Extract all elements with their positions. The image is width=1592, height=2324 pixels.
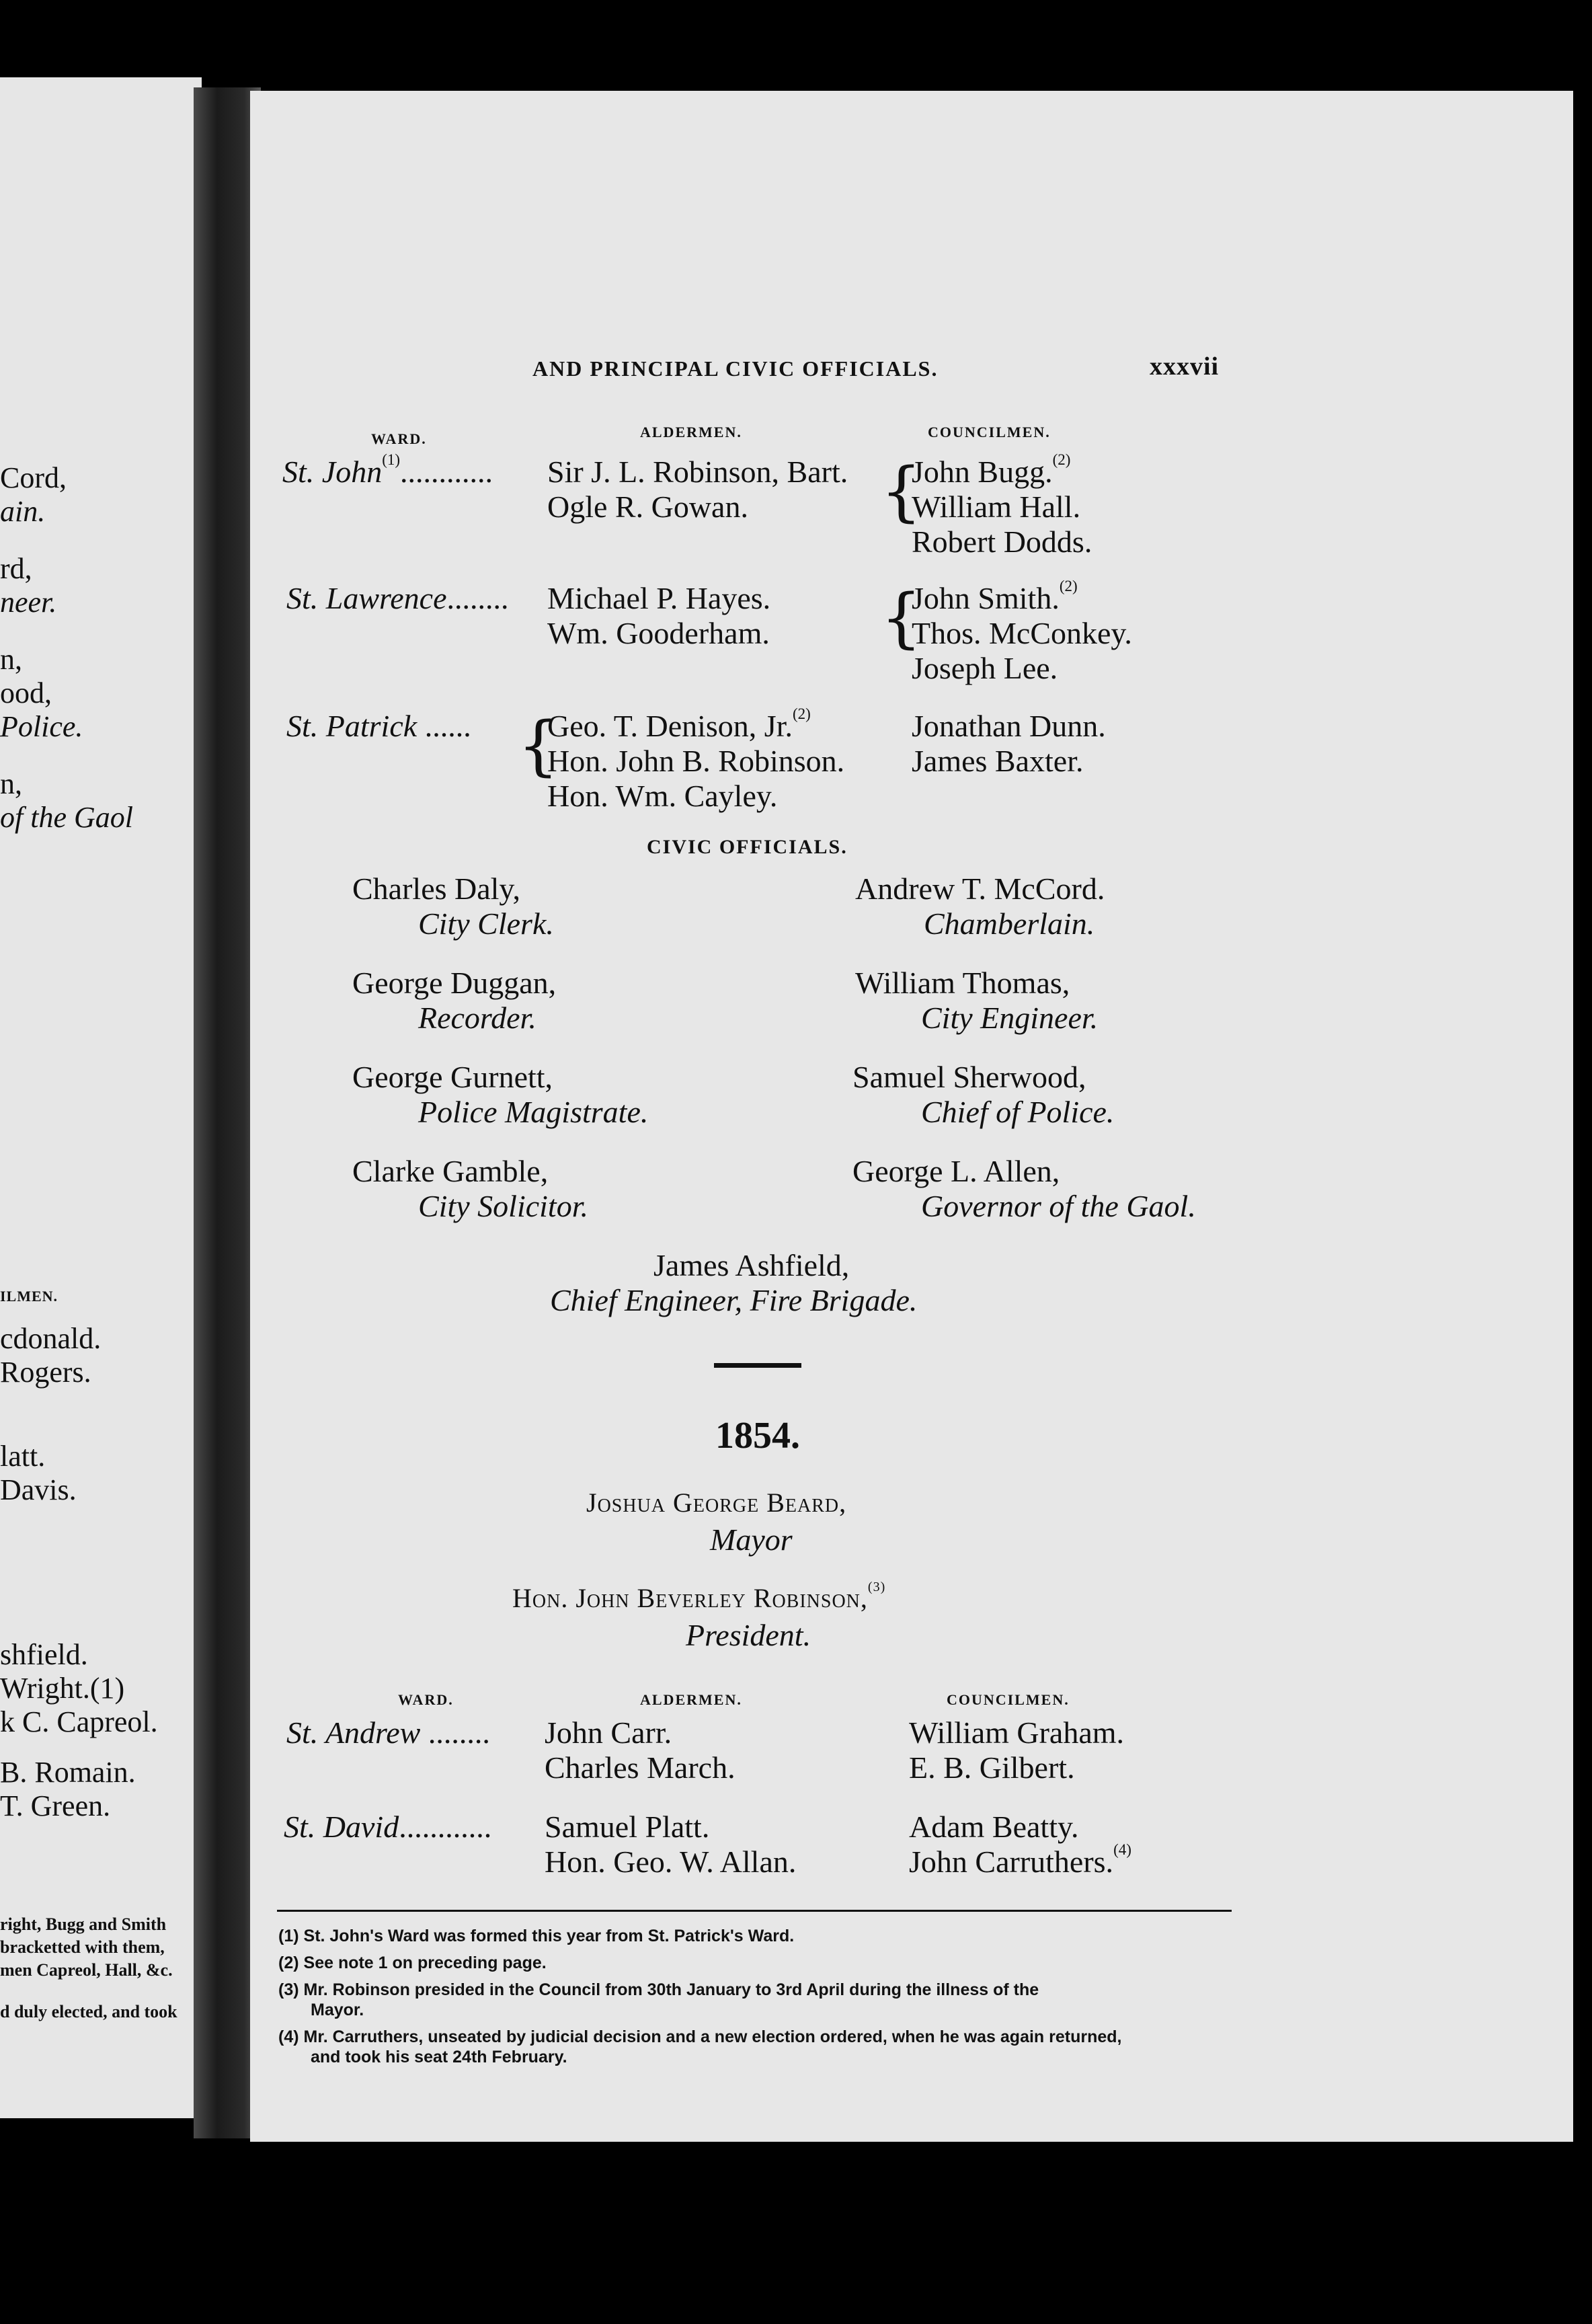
alderman-name: Geo. T. Denison, Jr. <box>547 709 793 743</box>
councilman: James Baxter. <box>912 744 1084 778</box>
brace-icon: { <box>518 708 559 783</box>
official-name: George Duggan, <box>352 966 557 1000</box>
councilman: Thos. McConkey. <box>912 616 1132 650</box>
column-heading-ward: WARD. <box>398 1691 454 1708</box>
left-page-line: cdonald. <box>0 1322 102 1355</box>
alderman: Ogle R. Gowan. <box>547 490 748 524</box>
official-name: William Thomas, <box>855 966 1070 1000</box>
footnote-mark: (3) <box>278 1980 299 1999</box>
ward-row <box>286 1715 490 1750</box>
footnote-continuation: and took his seat 24th February. <box>311 2048 567 2066</box>
left-page-line: k C. Capreol. <box>0 1705 158 1738</box>
ward-name: St. Lawrence <box>286 581 447 615</box>
alderman: Hon. Wm. Cayley. <box>547 779 778 813</box>
left-page-line: B. Romain. <box>0 1756 136 1789</box>
left-facing-page <box>0 77 202 2118</box>
leader-dots: ............ <box>400 455 493 489</box>
main-page <box>250 91 1573 2142</box>
official-title: Police Magistrate. <box>418 1095 649 1129</box>
footnote-mark: (1) <box>278 1927 299 1945</box>
left-page-line: Davis. <box>0 1473 77 1506</box>
left-page-line: d duly elected, and took <box>0 2002 177 2021</box>
left-page-line: neer. <box>0 586 57 619</box>
section-divider <box>714 1363 801 1368</box>
brace-icon: { <box>881 580 922 656</box>
year-heading: 1854. <box>715 1415 800 1457</box>
councilman: William Hall. <box>912 490 1081 524</box>
alderman: Hon. Geo. W. Allan. <box>545 1845 797 1879</box>
ward-row <box>282 451 493 490</box>
ward-name: St. Patrick <box>286 709 417 743</box>
footnote-ref: (1) <box>382 451 401 468</box>
leader-dots: ...... <box>424 709 471 743</box>
president-name-text: Hon. John Beverley Robinson, <box>512 1583 868 1613</box>
footnote <box>278 1927 794 1946</box>
footnote-ref: (3) <box>867 1580 886 1594</box>
councilman: Robert Dodds. <box>912 525 1092 559</box>
left-page-line: Police. <box>0 710 83 743</box>
president-name <box>512 1582 885 1614</box>
ward-name: St. Andrew <box>286 1715 421 1750</box>
alderman: Hon. John B. Robinson. <box>547 744 845 778</box>
left-page-line: ood, <box>0 676 52 709</box>
running-header: AND PRINCIPAL CIVIC OFFICIALS. <box>532 356 939 381</box>
alderman: Samuel Platt. <box>545 1810 710 1844</box>
official-title: Chief of Police. <box>921 1095 1115 1129</box>
left-page-line: men Capreol, Hall, &c. <box>0 1960 173 1980</box>
column-heading-ward: WARD. <box>371 430 427 447</box>
official-title: City Engineer. <box>921 1001 1099 1035</box>
footnote-ref: (2) <box>1052 451 1071 468</box>
footnote <box>278 1953 547 1973</box>
councilman: Adam Beatty. <box>909 1810 1079 1844</box>
footnote-ref: (2) <box>793 705 811 722</box>
councilman-name: John Carruthers. <box>909 1845 1114 1879</box>
footnote-mark: (2) <box>278 1953 299 1972</box>
official-title: Chamberlain. <box>924 906 1095 941</box>
official-title: Governor of the Gaol. <box>921 1189 1196 1223</box>
leader-dots: ........ <box>446 581 509 615</box>
president-title: President. <box>686 1618 811 1652</box>
brace-icon: { <box>881 454 922 529</box>
alderman: Charles March. <box>545 1750 735 1785</box>
footnote-continuation: Mayor. <box>311 2001 364 2019</box>
ward-name: St. John <box>282 455 383 489</box>
footnote-text: Mr. Robinson presided in the Council from 30th January to 3rd April during the illness of the <box>303 1980 1039 1999</box>
councilman: William Graham. <box>909 1715 1125 1750</box>
official-name: Charles Daly, <box>352 872 520 906</box>
alderman: Wm. Gooderham. <box>547 616 770 650</box>
footnote-ref: (4) <box>1113 1841 1131 1858</box>
left-page-line: latt. <box>0 1440 46 1473</box>
column-heading-councilmen: COUNCILMEN. <box>947 1691 1070 1708</box>
alderman: Sir J. L. Robinson, Bart. <box>547 455 848 489</box>
councilman-name: John Smith. <box>912 581 1060 615</box>
ward-name: St. David <box>284 1810 399 1844</box>
leader-dots: ........ <box>428 1715 490 1750</box>
councilman <box>909 1841 1131 1880</box>
councilman: Joseph Lee. <box>912 651 1058 685</box>
section-heading-civic-officials: CIVIC OFFICIALS. <box>647 836 848 858</box>
ward-row <box>284 1809 491 1845</box>
footnote <box>278 1980 1039 2000</box>
official-title: City Clerk. <box>418 906 554 941</box>
councilman: E. B. Gilbert. <box>909 1750 1075 1785</box>
official-name: Andrew T. McCord. <box>855 872 1105 906</box>
official-title: Recorder. <box>418 1001 536 1035</box>
alderman: Michael P. Hayes. <box>547 581 771 615</box>
left-page-line: rd, <box>0 552 32 585</box>
alderman: John Carr. <box>545 1715 672 1750</box>
official-title: Chief Engineer, Fire Brigade. <box>550 1283 918 1317</box>
footnote-ref: (2) <box>1059 578 1078 594</box>
official-title: City Solicitor. <box>418 1189 588 1223</box>
councilman <box>912 580 1078 616</box>
mayor-title: Mayor <box>710 1522 793 1557</box>
footnote <box>278 2027 1122 2047</box>
official-name: George Gurnett, <box>352 1060 553 1094</box>
mayor-name: Joshua George Beard, <box>586 1487 847 1518</box>
ward-row <box>286 708 471 744</box>
left-page-line: Wright.(1) <box>0 1672 125 1705</box>
footnote-text: See note 1 on preceding page. <box>303 1953 547 1972</box>
footnote-text: Mr. Carruthers, unseated by judicial decision and a new election ordered, when he was again returned, <box>303 2027 1122 2046</box>
left-page-line: T. Green. <box>0 1789 111 1822</box>
left-page-line: of the Gaol <box>0 801 133 834</box>
ward-row <box>286 580 509 616</box>
left-page-line: ain. <box>0 495 46 528</box>
left-page-line: Cord, <box>0 461 67 494</box>
left-page-line: bracketted with them, <box>0 1937 165 1957</box>
column-heading-councilmen: COUNCILMEN. <box>928 424 1051 440</box>
left-page-line: ILMEN. <box>0 1288 58 1305</box>
left-page-line: shfield. <box>0 1638 88 1671</box>
councilman-name: John Bugg. <box>912 455 1053 489</box>
left-page-line: n, <box>0 643 22 676</box>
councilman: Jonathan Dunn. <box>912 709 1106 743</box>
footnote-text: St. John's Ward was formed this year from St. Patrick's Ward. <box>303 1927 795 1945</box>
left-page-line: Rogers. <box>0 1356 91 1389</box>
official-name: George L. Allen, <box>852 1154 1060 1188</box>
column-heading-aldermen: ALDERMEN. <box>640 1691 742 1708</box>
official-name: Samuel Sherwood, <box>852 1060 1086 1094</box>
leader-dots: ............ <box>399 1810 492 1844</box>
footnote-rule <box>277 1910 1232 1912</box>
left-page-line: n, <box>0 767 22 800</box>
footnote-mark: (4) <box>278 2027 299 2046</box>
councilman <box>912 451 1071 490</box>
page-number: xxxvii <box>1150 352 1220 381</box>
alderman <box>547 705 811 744</box>
official-name: Clarke Gamble, <box>352 1154 549 1188</box>
official-name: James Ashfield, <box>653 1248 850 1282</box>
column-heading-aldermen: ALDERMEN. <box>640 424 742 440</box>
left-page-line: right, Bugg and Smith <box>0 1914 167 1934</box>
